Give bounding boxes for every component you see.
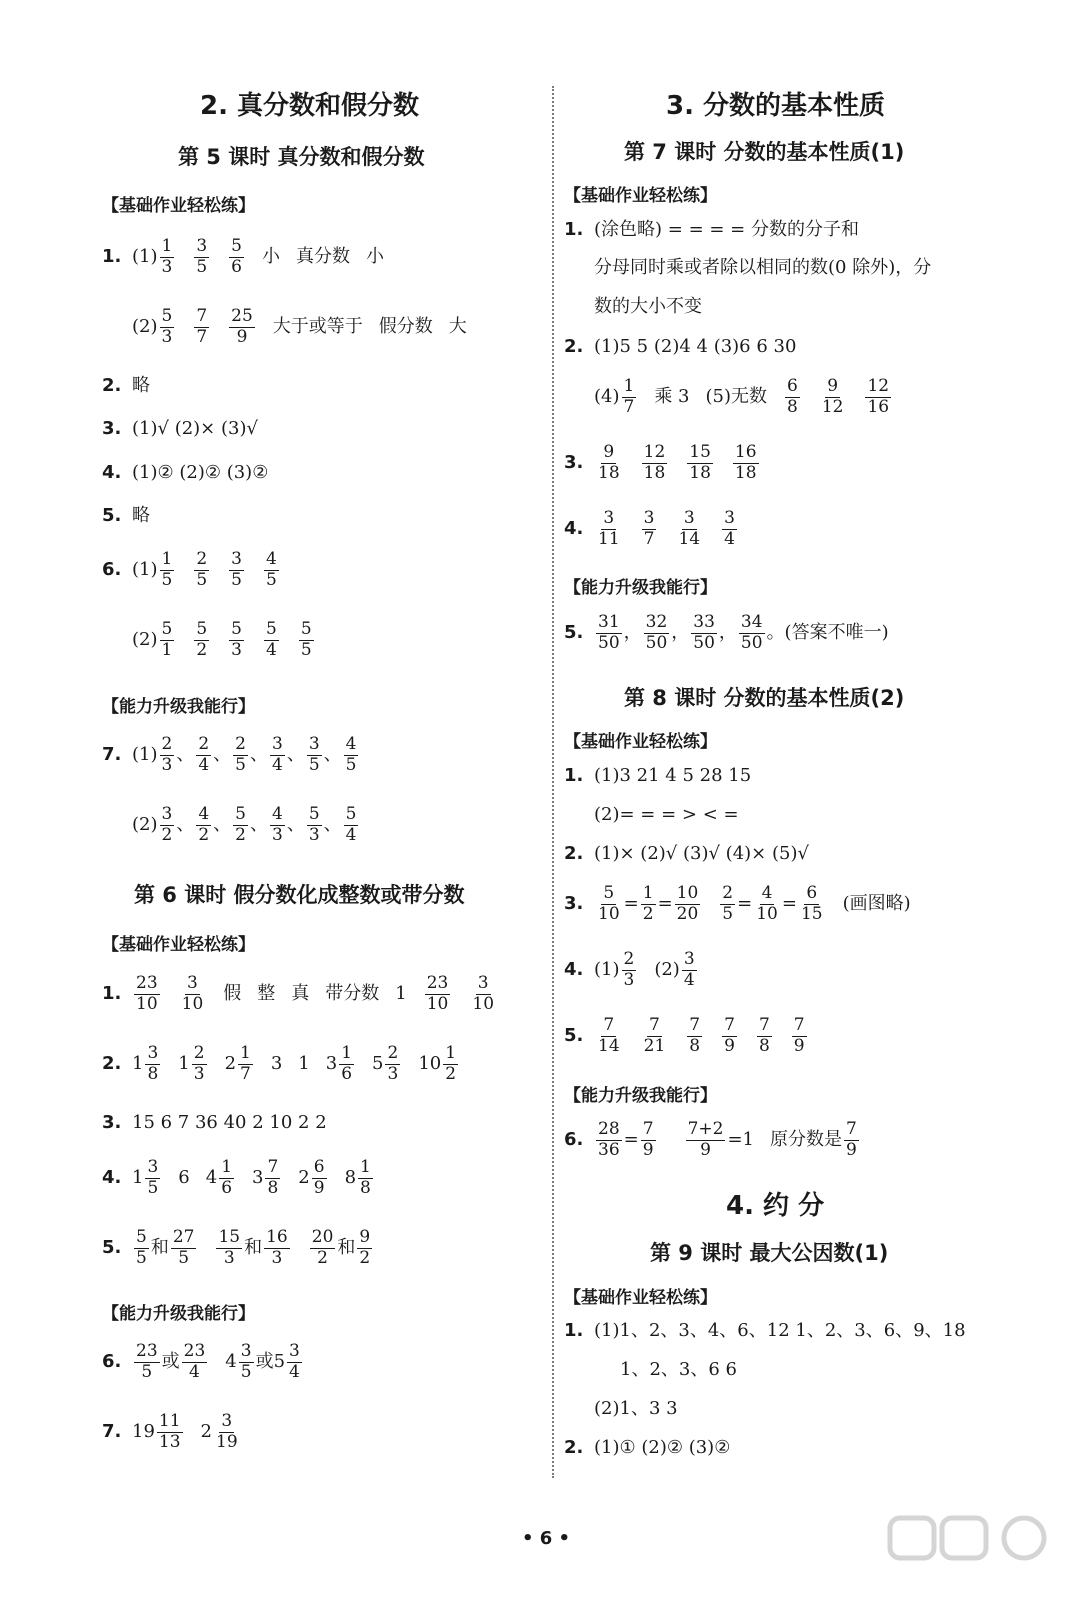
section-label: 【能力升级我能行】 — [102, 1304, 255, 1324]
section-label: 【基础作业轻松练】 — [102, 935, 255, 955]
answer-item: 2. 1 3 8 1 2 3 2 1 7 3 1 3 1 6 5 2 3 10 1 2 — [102, 1043, 457, 1084]
answer-item: 3. 15 6 7 36 40 2 10 2 2 — [102, 1112, 327, 1133]
lesson-title: 第 6 课时 假分数化成整数或带分数 — [134, 883, 465, 907]
section-label: 【基础作业轻松练】 — [564, 1288, 717, 1308]
answer-item: 2. 略 — [102, 375, 150, 396]
answer-item: 2. (1)× (2)√ (3)√ (4)× (5)√ — [564, 843, 809, 864]
answer-item: 5. $\frac{5}{5}$ 和 $\frac{27}{5}$ $\frac{15}{3}$ 和 $\frac{16}{3}$ $\frac{20}{2}$ 和 $\frac{9}{2}$ — [102, 1227, 371, 1268]
answer-item: 5. $\frac{7}{14}$ $\frac{7}{21}$ $\frac{7}{8}$ $\frac{7}{9}$ $\frac{7}{8}$ $\frac{7}{9}$ — [564, 1015, 805, 1056]
section-label: 【能力升级我能行】 — [102, 697, 255, 717]
answer-item: 3. $\frac{9}{18}$ $\frac{12}{18}$ $\frac{15}{18}$ $\frac{16}{18}$ — [564, 442, 757, 483]
answer-item: 7. 19 11 13 2 3 19 — [102, 1411, 238, 1452]
answer-item: 3. $\frac{5}{10}$ = $\frac{1}{2}$ = $\frac{10}{20}$ $\frac{2}{5}$ = $\frac{4}{10}$ = $\frac{6}{15}$ (画图略) — [564, 883, 911, 924]
section-label: 【基础作业轻松练】 — [564, 186, 717, 206]
section-label: 【基础作业轻松练】 — [102, 196, 255, 216]
chapter-title: 3. 分数的基本性质 — [666, 91, 886, 121]
answer-item: (4) $\frac{1}{7}$ 乘 3 (5)无数 $\frac{6}{8}$ $\frac{9}{12}$ $\frac{12}{16}$ — [594, 376, 890, 417]
answer-item: 7. (1) $\frac{2}{3}$ 、 $\frac{2}{4}$ 、 $\frac{2}{5}$ 、 $\frac{3}{4}$ 、 $\frac{3}{5}$ 、 $\frac{4}{5}$ — [102, 734, 357, 775]
answer-line: (2)1、3 3 — [594, 1398, 678, 1419]
answer-line: 数的大小不变 — [594, 296, 702, 317]
answer-item: 1. (1) $\frac{1}{3}$ $\frac{3}{5}$ $\frac{5}{6}$ 小 真分数 小 — [102, 236, 384, 277]
answer-item: 6. (1) $\frac{1}{5}$ $\frac{2}{5}$ $\frac{3}{5}$ $\frac{4}{5}$ — [102, 549, 277, 590]
answer-item: 5. 略 — [102, 505, 150, 526]
chapter-title: 4. 约 分 — [726, 1191, 825, 1221]
answer-item: (2) $\frac{3}{2}$ 、 $\frac{4}{2}$ 、 $\frac{5}{2}$ 、 $\frac{4}{3}$ 、 $\frac{5}{3}$ 、 $\frac{5}{4}$ — [132, 804, 357, 845]
page-number: • 6 • — [521, 1528, 571, 1549]
watermark-logo — [884, 1514, 1084, 1594]
answer-item: 4. 1 3 5 6 4 1 6 3 7 8 2 6 9 8 1 8 — [102, 1157, 371, 1198]
answer-item: 1. (1)1、2、3、4、6、12 1、2、3、6、9、18 — [564, 1320, 966, 1341]
answer-item: 6. $\frac{23}{5}$ 或 $\frac{23}{4}$ 4 3 5 或 5 3 4 — [102, 1341, 300, 1382]
answer-item: 5. $\frac{31}{50}$ ， $\frac{32}{50}$ ， $\frac{33}{50}$ ， $\frac{34}{50}$ 。(答案不唯一) — [564, 612, 889, 653]
answer-line: 1、2、3、6 6 — [620, 1359, 737, 1380]
answer-item: 3. (1)√ (2)× (3)√ — [102, 418, 258, 439]
lesson-title: 第 8 课时 分数的基本性质(2) — [624, 686, 905, 710]
answer-item: 1. (涂色略) = = = = 分数的分子和 — [564, 219, 859, 240]
lesson-title: 第 9 课时 最大公因数(1) — [650, 1241, 889, 1265]
answer-item: 2. (1)5 5 (2)4 4 (3)6 6 30 — [564, 336, 797, 357]
answer-item: 1. $\frac{23}{10}$ $\frac{3}{10}$ 假 整 真 带分数 1 $\frac{23}{10}$ $\frac{3}{10}$ — [102, 973, 495, 1014]
answer-item: (2) $\frac{5}{3}$ $\frac{7}{7}$ $\frac{25}{9}$ 大于或等于 假分数 大 — [132, 306, 467, 347]
lesson-title: 第 5 课时 真分数和假分数 — [178, 145, 425, 169]
watermark-logo-icon — [884, 1514, 1084, 1594]
answer-item: 4. (1)② (2)② (3)② — [102, 462, 269, 483]
answer-line: (2)= = = > < = — [594, 804, 739, 825]
answer-item: 6. $\frac{28}{36}$ = $\frac{7}{9}$ $\frac{7+2}{9}$ =1 原分数是 $\frac{7}{9}$ — [564, 1119, 857, 1160]
chapter-title: 2. 真分数和假分数 — [200, 91, 420, 121]
section-label: 【能力升级我能行】 — [564, 1086, 717, 1106]
section-label: 【基础作业轻松练】 — [564, 732, 717, 752]
answer-item: 1. (1)3 21 4 5 28 15 — [564, 765, 752, 786]
answer-item: 2. (1)① (2)② (3)② — [564, 1437, 731, 1458]
lesson-title: 第 7 课时 分数的基本性质(1) — [624, 140, 905, 164]
answer-item: (2) $\frac{5}{1}$ $\frac{5}{2}$ $\frac{5}{3}$ $\frac{5}{4}$ $\frac{5}{5}$ — [132, 619, 312, 660]
answer-item: 4. (1) $\frac{2}{3}$ (2) $\frac{3}{4}$ — [564, 949, 695, 990]
section-label: 【能力升级我能行】 — [564, 578, 717, 598]
answer-item: 4. $\frac{3}{11}$ $\frac{3}{7}$ $\frac{3}{14}$ $\frac{3}{4}$ — [564, 508, 735, 549]
column-divider — [552, 86, 554, 1478]
answer-line: 分母同时乘或者除以相同的数(0 除外)，分 — [594, 257, 932, 278]
